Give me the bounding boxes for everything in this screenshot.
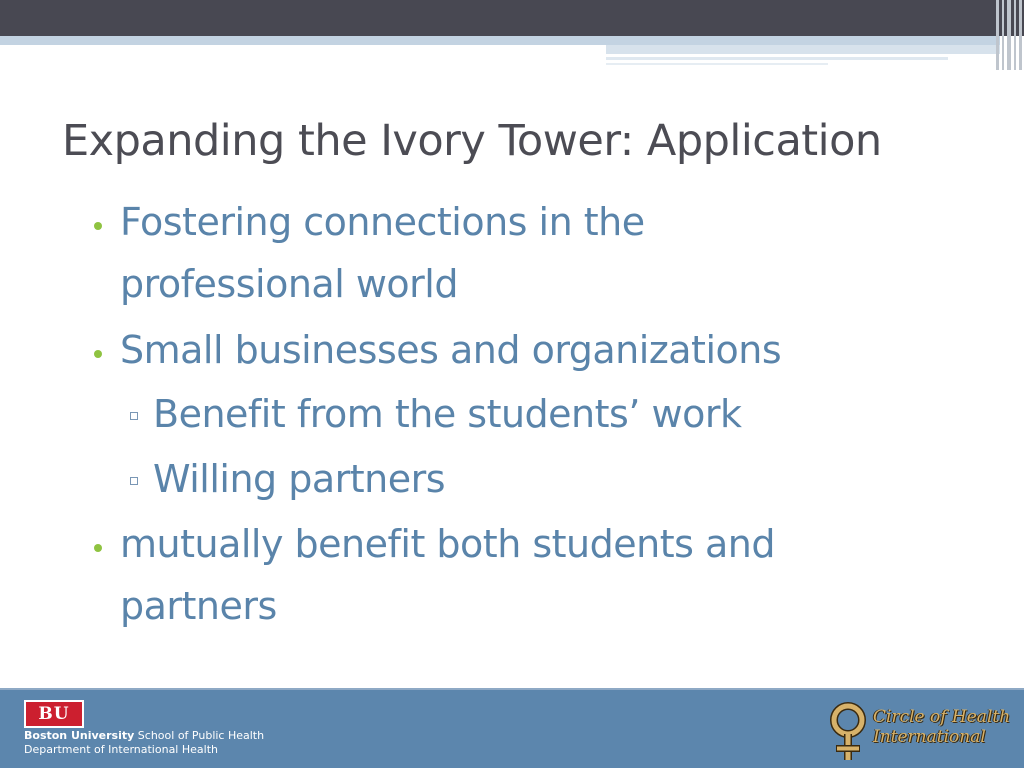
hollow-square-icon xyxy=(130,412,138,420)
bullet-item: mutually benefit both students and xyxy=(120,522,775,566)
sub-bullet-item: Willing partners xyxy=(153,457,446,501)
bullet-item: Fostering connections in the xyxy=(120,200,645,244)
green-dot-icon xyxy=(94,350,102,358)
bullet-item: Small businesses and organizations xyxy=(120,328,782,372)
green-dot-icon xyxy=(94,544,102,552)
bu-logo xyxy=(24,700,84,728)
bu-school-name xyxy=(24,729,264,742)
chi-logo-line1: Circle of Health xyxy=(873,707,1011,727)
bu-school-label: School of Public Health xyxy=(134,729,265,742)
slide-title: Expanding the Ivory Tower: Application xyxy=(62,116,882,166)
bu-logo-text: BU xyxy=(38,704,70,724)
hollow-square-icon xyxy=(130,477,138,485)
sub-bullet-item: Benefit from the students’ work xyxy=(153,392,742,436)
bullet-item-continuation: professional world xyxy=(120,262,458,306)
bu-university-name: Boston University xyxy=(24,729,135,742)
bullet-item-continuation: partners xyxy=(120,584,277,628)
green-dot-icon xyxy=(94,222,102,230)
chi-logo-line2: International xyxy=(873,727,986,747)
bu-department-name: Department of International Health xyxy=(24,743,218,756)
